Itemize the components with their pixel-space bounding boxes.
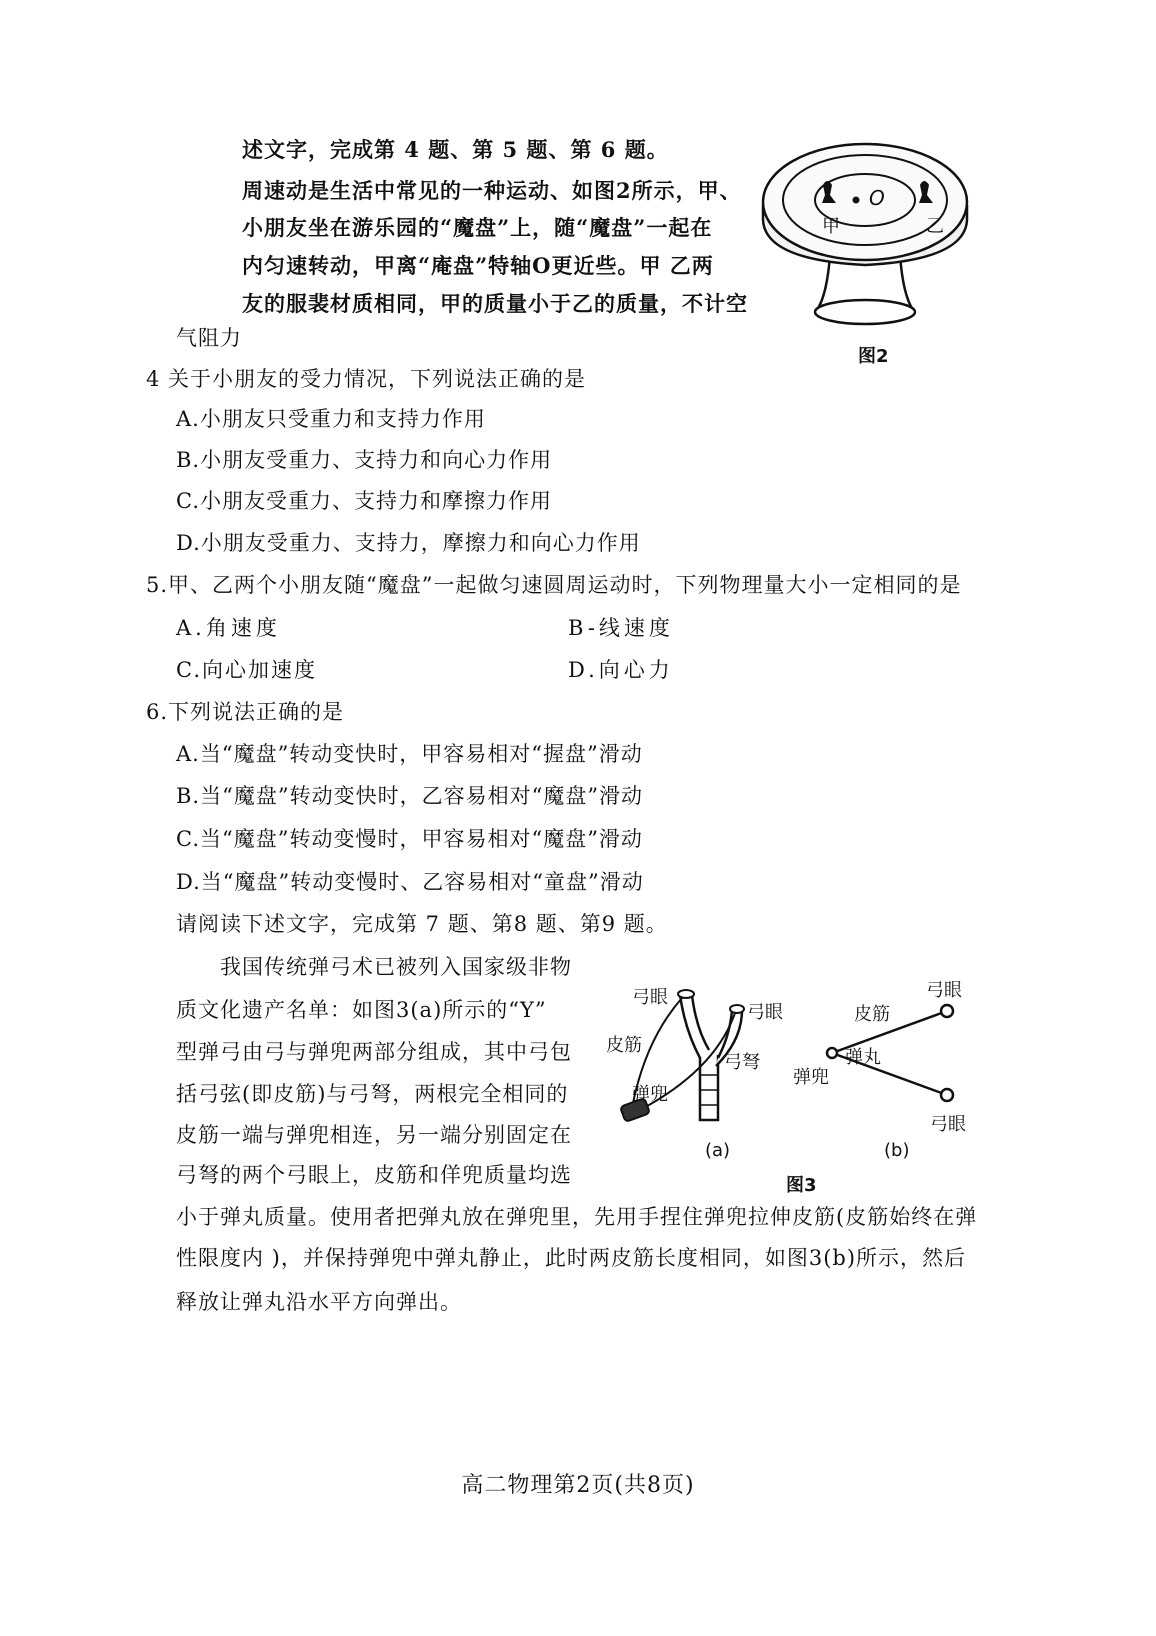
intro1-line-3: 小朋友坐在游乐园的“魔盘”上，随“魔盘”一起在 [242,215,713,240]
figure3a-frame-label: 弓弩 [724,1052,760,1073]
intro2-line-6: 弓弩的两个弓眼上，皮筋和佯兜质量均选 [176,1163,572,1187]
figure2-magic-disk [755,120,980,340]
intro2-line-2: 质文化遗产名单：如图3(a)所示的“Y” [176,998,547,1022]
figure3a-pouch-label: 弹兜 [632,1084,668,1105]
figure3-caption: 图3 [786,1175,817,1196]
figure3a-eye-left-label: 弓眼 [632,987,668,1008]
intro1-line-2: 周速动是生活中常见的一种运动、如图2所示，甲、 [242,178,742,203]
intro2-line-1: 我国传统弹弓术已被列入国家级非物 [220,955,572,979]
figure3b-pellet-label: 弹丸 [845,1047,881,1068]
figure3a-eye-right-label: 弓眼 [747,1002,783,1023]
intro2-line-9: 释放让弹丸沿水平方向弹出。 [176,1290,462,1314]
page-footer: 高二物理第2页(共8页) [461,1473,695,1498]
intro1-line-1: 述文字，完成第 4 题、第 5 题、第 6 题。 [242,137,669,162]
figure3a-band-label: 皮筋 [606,1035,642,1056]
figure3b-label: (b) [884,1140,910,1161]
q4-option-b: B.小朋友受重力、支持力和向心力作用 [176,448,553,472]
intro2-line-4: 括弓弦(即皮筋)与弓弩，两根完全相同的 [176,1082,569,1106]
q4-stem: 4 关于小朋友的受力情况，下列说法正确的是 [146,367,587,391]
q5-option-c: C.向心加速度 [176,658,317,682]
intro1-line-6: 气阻力 [176,326,242,350]
figure2-right-child-label: 乙 [926,216,944,237]
figure3b-pouch-label: 弹兜 [793,1067,829,1088]
intro1-line-4: 内匀速转动，甲离“庵盘”特轴O更近些。甲 乙两 [242,253,714,278]
q5-option-b: B-线速度 [568,616,674,640]
figure3a-label: (a) [705,1140,731,1161]
q6-option-a: A.当“魔盘”转动变快时，甲容易相对“握盘”滑动 [176,742,643,766]
q4-option-c: C.小朋友受重力、支持力和摩擦力作用 [176,489,552,513]
q5-option-d: D.向心力 [568,658,674,682]
figure2-caption: 图2 [858,346,889,367]
q6-stem: 6.下列说法正确的是 [146,700,345,724]
q6-option-d: D.当“魔盘”转动变慢时、乙容易相对“童盘”滑动 [176,870,644,894]
intro2-heading: 请阅读下述文字，完成第 7 题、第8 题、第9 题。 [176,912,668,936]
intro2-line-3: 型弹弓由弓与弹兜两部分组成，其中弓包 [176,1040,572,1064]
intro1-line-5: 友的服裴材质相同，甲的质量小于乙的质量，不计空 [242,291,748,316]
figure3b-diagram [820,995,960,1105]
q4-option-d: D.小朋友受重力、支持力，摩擦力和向心力作用 [176,531,641,555]
figure2-left-child-label: 甲 [822,216,840,237]
figure3b-band-label: 皮筋 [854,1004,890,1025]
q6-option-c: C.当“魔盘”转动变慢时，甲容易相对“魔盘”滑动 [176,827,643,851]
intro2-line-5: 皮筋一端与弹兜相连，另一端分别固定在 [176,1123,572,1147]
intro2-line-7: 小于弹丸质量。使用者把弹丸放在弹兜里，先用手捏住弹兜拉伸皮筋(皮筋始终在弹 [176,1205,978,1229]
q6-option-b: B.当“魔盘”转动变快时，乙容易相对“魔盘”滑动 [176,784,644,808]
figure2-center-label: O [869,186,885,210]
figure3b-eye-top-label: 弓眼 [926,980,962,1001]
q5-stem: 5.甲、乙两个小朋友随“魔盘”一起做匀速圆周运动时，下列物理量大小一定相同的是 [146,573,962,597]
figure3b-eye-bottom-label: 弓眼 [930,1114,966,1135]
intro2-line-8: 性限度内 )，并保持弹兜中弹丸静止，此时两皮筋长度相同，如图3(b)所示，然后 [176,1246,967,1270]
q5-option-a: A.角速度 [176,616,281,640]
q4-option-a: A.小朋友只受重力和支持力作用 [176,407,486,431]
